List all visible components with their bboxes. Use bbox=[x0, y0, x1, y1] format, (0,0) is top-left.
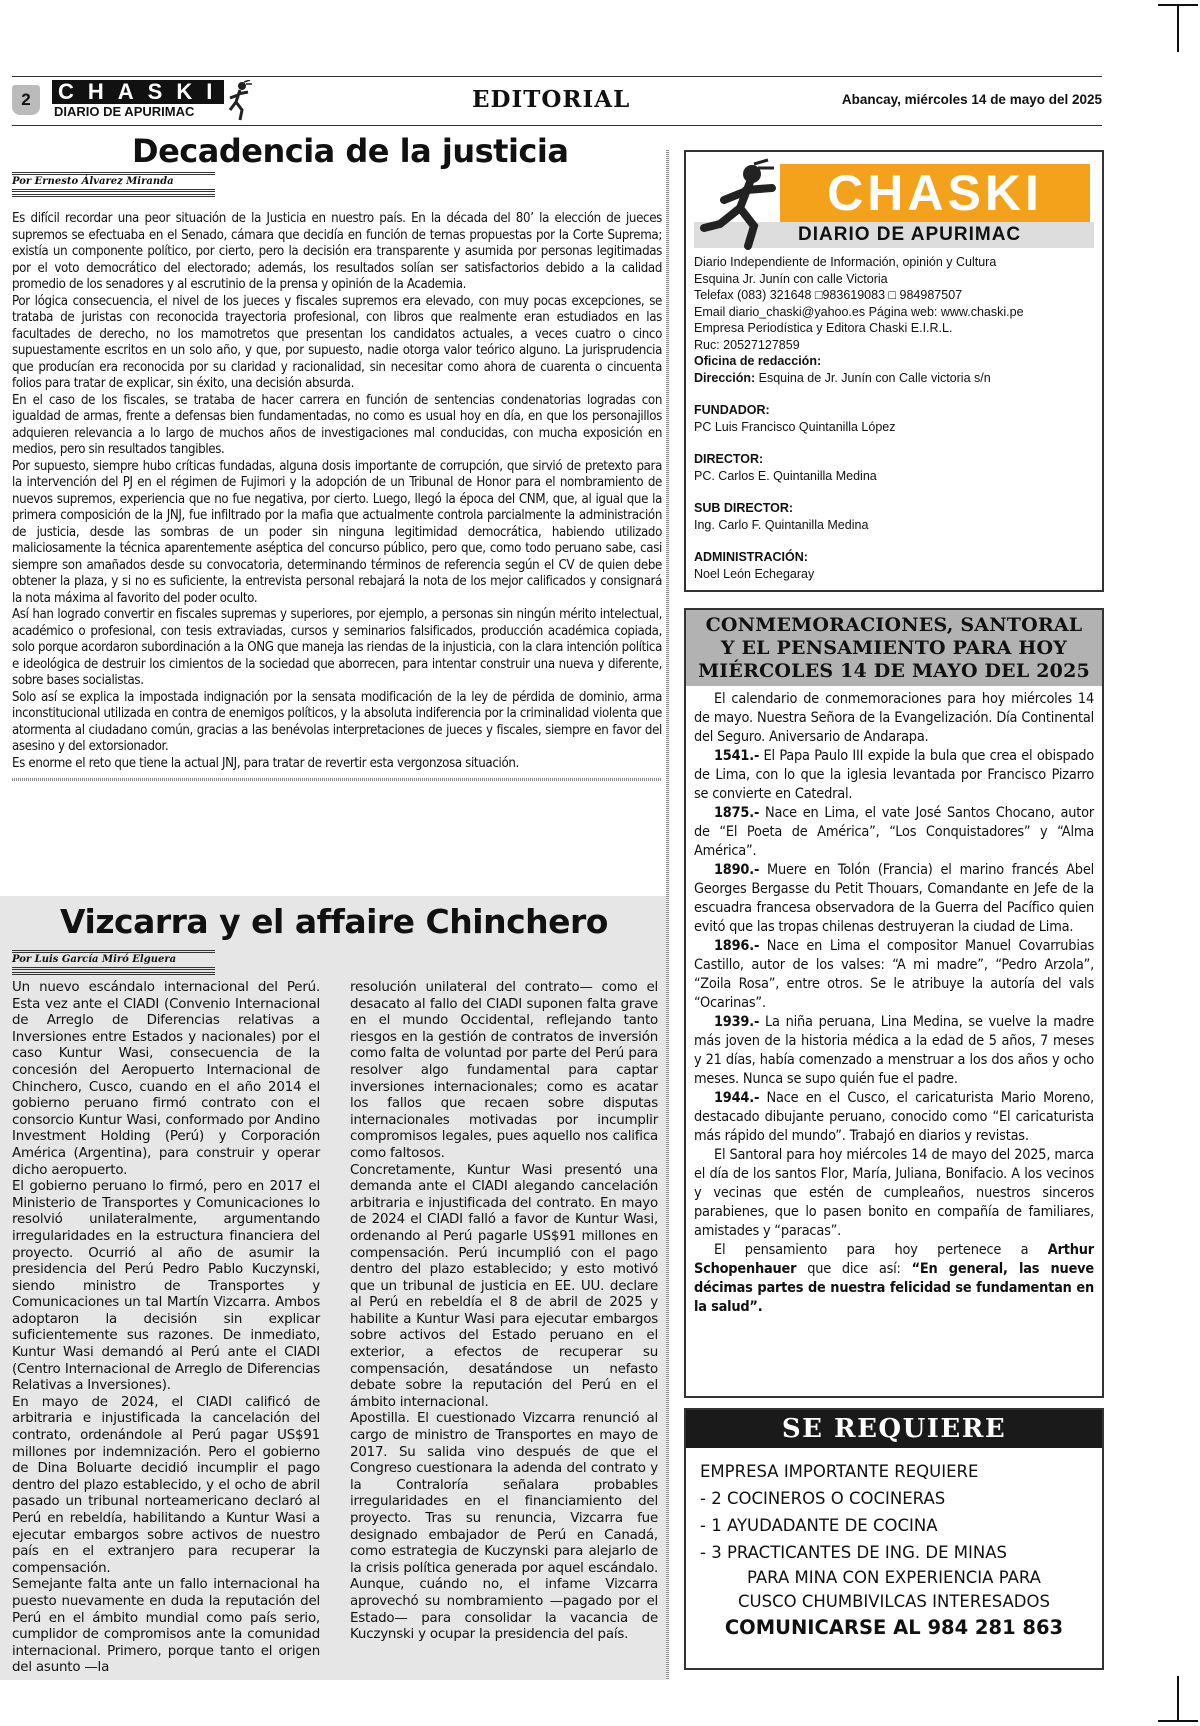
column-2 bbox=[350, 980, 658, 1677]
crop-mark bbox=[1177, 4, 1179, 52]
chaski-runner-icon bbox=[224, 80, 254, 122]
thought-text: que dice así: bbox=[796, 1261, 912, 1277]
event-text: Nace en el Cusco, el caricaturista Mario Moreno, destacado dibujante peruano, conocido como “El caricaturista más rápido del mundo”. Trabajó en diarios y revistas. bbox=[694, 1090, 1094, 1144]
event bbox=[694, 861, 1094, 937]
thought-quote: “En general, las nueve décimas partes de nuestra felicidad se fundamentan en la salud”. bbox=[694, 1261, 1094, 1315]
masthead-logo-word: CHASKI bbox=[780, 164, 1090, 222]
article-body bbox=[12, 211, 662, 772]
santoral-box bbox=[684, 608, 1104, 1398]
staff-name: Noel León Echegaray bbox=[694, 566, 815, 581]
event-text: La niña peruana, Lina Medina, se vuelve la madre más joven de la historia médica a la edad de 5 años, 7 meses y 21 días, había comenzado a menstruar a los dos años y ocho meses. Nunca se supo quién fue el padre. bbox=[694, 1014, 1094, 1087]
masthead-logo-subtitle: DIARIO DE APURIMAC bbox=[694, 222, 1094, 248]
event bbox=[694, 747, 1094, 804]
paragraph: Concretamente, Kuntur Wasi presentó una demanda ante el CIADI alegando cancelación arbitraria e injustificada del contrato. En mayo de 2024 el CIADI falló a favor de Kuntur Wasi, ordenando al Perú pagarle US$91 millones en compensación. Perú incumplió con el pago dentro del plazo establecido; y esto motivó que un tribunal de justicia en EE. UU. declare al Perú en rebeldía el 8 de abril de 2025 y habilite a Kuntur Wasi para ejecutar embargos sobre activos del Estado peruano en el exterior, a efectos de recuperar su compensación, desatándose un nefasto debate sobre la reputación del Perú en el ámbito internacional. bbox=[350, 1162, 658, 1410]
logo-word: CHASKI bbox=[52, 80, 224, 104]
paragraph: Solo así se explica la impostada indignación por la sensata modificación de la ley de pérdida de dominio, arma inconstitucional utilizada en contra de enemigos políticos, y la absoluta indiferencia por la criminalidad violenta que atormenta al ciudadano común, gracias a las benévolas interpretaciones de jueces y fiscales, siempre en favor del asesino y del extorsionador. bbox=[12, 689, 662, 754]
santoral-heading bbox=[686, 610, 1102, 686]
ad-line: CUSCO CHUMBIVILCAS INTERESADOS bbox=[738, 1592, 1050, 1611]
header-rule-top bbox=[12, 76, 1102, 77]
office-label: Oficina de redacción: bbox=[694, 354, 822, 368]
article-vizcarra bbox=[0, 896, 668, 1680]
event-text: El Papa Paulo III expide la bula que crea el obispado de Lima, con lo que la iglesia levantada por Francisco Pizarro se convierte en Catedral. bbox=[694, 748, 1094, 802]
santoral-body bbox=[686, 686, 1102, 1317]
santos: El Santoral para hoy miércoles 14 de mayo del 2025, marca el día de los santos Flor, María, Juliana, Bonifacio. A los vecinos y vecinas que estén de cumpleaños, nuestros sinceros parabienes, que lo pasen bonito en compañía de familiares, amistades y “paracas”. bbox=[694, 1147, 1094, 1239]
header-rule-bottom bbox=[12, 125, 1102, 126]
thought-text: El pensamiento para hoy pertenece a bbox=[714, 1242, 1048, 1258]
article-decadencia bbox=[12, 132, 662, 781]
byline-block bbox=[12, 172, 662, 197]
event-year: 1896.- bbox=[714, 938, 760, 954]
staff-name: Ing. Carlo F. Quintanilla Medina bbox=[694, 517, 869, 532]
section-title: EDITORIAL bbox=[472, 86, 631, 113]
event-year: 1890.- bbox=[714, 862, 760, 878]
event-year: 1875.- bbox=[714, 805, 760, 821]
logo-subtitle: DIARIO DE APURIMAC bbox=[54, 104, 195, 119]
paragraph: Apostilla. El cuestionado Vizcarra renunció al cargo de ministro de Transportes en mayo de 2017. Su salida vino después de que el Congreso cuestionara la adenda del contrato y la Contraloría señalara probables irregularidades en el financiamiento del proyecto. Tras su renuncia, Vizcarra fue designado embajador de Perú en Canadá, como estrategia de Kuczynski para alejarlo de la crisis política generada por aquel escándalo. Aunque, cuándo no, el infame Vizcarra aprovechó su nombramiento —pagado por el Estado— para consolidar la vacancia de Kuczynski y ocupar la presidencia del país. bbox=[350, 1411, 658, 1643]
column-divider bbox=[666, 150, 669, 1680]
address-label: Dirección: bbox=[694, 370, 756, 385]
event bbox=[694, 937, 1094, 1013]
masthead-info bbox=[694, 254, 1024, 582]
page-number: 2 bbox=[12, 85, 40, 115]
article-columns bbox=[12, 980, 658, 1677]
column-1 bbox=[12, 980, 320, 1677]
info-line: Telefax (083) 321648 □983619083 □ 984987507 bbox=[694, 288, 963, 302]
page-header bbox=[12, 78, 1102, 124]
paragraph: Por supuesto, siempre hubo críticas fundadas, alguna dosis importante de corrupción, que sirvió de pretexto para la intervención del PJ en el régimen de Fujimori y la adopción de un Tribunal de Honor para el nombramiento de nuevos supremos, experiencia que no fue negativa, por cierto. Luego, llegó la época del CNM, que, al igual que la primera composición de la JNJ, fue infiltrado por la mafia que actualmente controla parcialmente la administración de justicia, desde las sombras de un poder sin ninguna legitimidad democrática, habiendo utilizado maliciosamente la técnica aparentemente aséptica del concurso público, pero que, como todo peruano sabe, casi siempre son amañados desde su convocatoria, determinando términos de referencia según el CV de quien debe obtener la plaza, y si no es suficiente, la entrevista personal rebajará la nota de los mejor calificados y consignará la nota máxima al favorito del poder oculto. bbox=[12, 458, 662, 606]
event-text: Nace en Lima el compositor Manuel Covarrubias Castillo, autor de los valses: “A mi madre”, “Pedro Arzola”, “Zoila Rosa”, entre otros. Se le atribuye la autoría del vals “Ocarinas”. bbox=[694, 938, 1094, 1011]
ad-item: - 3 PRACTICANTES DE ING. DE MINAS bbox=[700, 1543, 1007, 1562]
paragraph: Es enorme el reto que tiene la actual JNJ, para tratar de revertir esta vergonzosa situación. bbox=[12, 755, 519, 771]
ad-line: EMPRESA IMPORTANTE REQUIERE bbox=[700, 1462, 979, 1481]
event-year: 1939.- bbox=[714, 1014, 760, 1030]
article-title: Vizcarra y el affaire Chinchero bbox=[60, 902, 608, 941]
divider bbox=[12, 778, 662, 781]
dateline: Abancay, miércoles 14 de mayo del 2025 bbox=[841, 92, 1102, 107]
event-year: 1541.- bbox=[714, 748, 760, 764]
address-value: Esquina de Jr. Junín con Calle victoria s/n bbox=[755, 370, 991, 385]
paragraph: Por lógica consecuencia, el nivel de los jueces y fiscales supremos era elevado, con muy pocas excepciones, se trataba de juristas con reconocida trayectoria profesional, con libros que realmente eran estudiados en las facultades de derecho, no los mamotretos que presentan los candidatos actuales, a veces cuatro o cinco supuestamente escritos en un solo año, y que, por supuesto, nadie otorga valor teórico alguno. La jurisprudencia que producían era reconocida por su claridad y racionalidad, sin necesitar como ahora de cuarenta o cincuenta folios para tratar de explicar, sin éxito, una decisión absurda. bbox=[12, 293, 662, 391]
info-line: Ruc: 20527127859 bbox=[694, 337, 800, 352]
event bbox=[694, 1089, 1094, 1146]
newspaper-logo bbox=[52, 79, 227, 119]
heading-line: MIÉRCOLES 14 DE MAYO DEL 2025 bbox=[698, 660, 1090, 682]
byline: Por Ernesto Álvarez Miranda bbox=[12, 172, 215, 192]
event-text: Nace en Lima, el vate José Santos Chocano, autor de “El Poeta de América”, “Los Conquistadores” y “Alma América”. bbox=[694, 805, 1094, 859]
event bbox=[694, 804, 1094, 861]
event-year: 1944.- bbox=[714, 1090, 760, 1106]
heading-line: Y EL PENSAMIENTO PARA HOY bbox=[720, 637, 1068, 659]
paragraph: Semejante falta ante un fallo internacional ha puesto nuevamente en duda la reputación del Perú en el ámbito mundial como país serio, cumplidor de compromisos ante la comunidad internacional. Primero, porque tanto el origen del asunto —la bbox=[12, 1577, 320, 1676]
staff-name: PC Luis Francisco Quintanilla López bbox=[694, 419, 896, 434]
info-line: Esquina Jr. Junín con calle Victoria bbox=[694, 271, 888, 286]
article-title: Decadencia de la justicia bbox=[132, 132, 569, 170]
paragraph: resolución unilateral del contrato— como el desacato al fallo del CIADI suponen falta grave en el mundo Occidental, reflejando tanto riesgos en la gestión de contratos de inversión como falta de voluntad por parte del Perú para resolver algo fundamental para captar inversiones internacionales; como es acatar los fallos que recaen sobre disputas internacionales motivadas por incumplir compromisos legales, pues aquello nos califica como faltosos. bbox=[350, 980, 658, 1161]
paragraph: El gobierno peruano lo firmó, pero en 2017 el Ministerio de Transportes y Comunicaciones lo resolvió unilateralmente, argumentando irregularidades en la estructura financiera del proyecto. Ocurrió al año de asumir la presidencia del Perú Pedro Pablo Kuczynski, siendo ministro de Transportes y Comunicaciones un tal Martín Vizcarra. Ambos adoptaron la decisión sin explicar suficientemente sus razones. De inmediato, Kuntur Wasi demandó al Perú ante el CIADI (Centro Internacional de Arreglo de Diferencias Relativas a Inversiones). bbox=[12, 1179, 320, 1394]
staff-role: FUNDADOR: bbox=[694, 403, 770, 417]
byline: Por Luis García Miró Elguera bbox=[12, 950, 215, 970]
masthead-box bbox=[684, 150, 1104, 592]
job-ad-box bbox=[684, 1408, 1104, 1670]
byline-block bbox=[12, 948, 215, 975]
paragraph: En mayo de 2024, el CIADI calificó de arbitraria e injustificada la cancelación del contrato, ordenándole al Perú pagar US$91 millones por indemnización. Pero el gobierno de Dina Boluarte decidió incumplir el pago dentro del plazo establecido, y el ocho de abril pasado un tribunal norteamericano declaró al Perú en rebeldía, habilitando a Kuntur Wasi a ejecutar embargos sobre activos de nuestro país en el extranjero para recuperar la compensación. bbox=[12, 1394, 320, 1576]
paragraph: Así han logrado convertir en fiscales supremas y superiores, por ejemplo, a personas sin ningún mérito intelectual, académico o profesional, con tesis extraviadas, cursos y seminarios falsificados, producción académica copiada, solo porque acordaron subordinación a la ONG que maneja las riendas de la injusticia, con la clara intención política e ideológica de destruir los cimientos de la sociedad que aborrecen, para intentar construir una nueva y diferente, sobre bases socialistas. bbox=[12, 607, 662, 688]
event-text: Muere en Tolón (Francia) el marino francés Abel Georges Bergasse du Petit Thouars, Comandante en Jefe de la escuadra francesa observadora de la Guerra del Pacífico quien evitó que las tropas chilenas destruyeran la ciudad de Lima. bbox=[694, 862, 1094, 935]
ad-item: - 1 AYUDADANTE DE COCINA bbox=[700, 1516, 938, 1535]
ad-heading: SE REQUIERE bbox=[686, 1410, 1102, 1448]
staff-name: PC. Carlos E. Quintanilla Medina bbox=[694, 468, 877, 483]
thought bbox=[694, 1241, 1094, 1317]
ad-line: PARA MINA CON EXPERIENCIA PARA bbox=[747, 1568, 1041, 1587]
event bbox=[694, 1013, 1094, 1089]
staff-role: DIRECTOR: bbox=[694, 452, 764, 466]
staff-role: ADMINISTRACIÓN: bbox=[694, 550, 808, 564]
ad-contact: COMUNICARSE AL 984 281 863 bbox=[724, 1616, 1064, 1639]
paragraph: Un nuevo escándalo internacional del Perú. Esta vez ante el CIADI (Convenio Internacional de Arreglo de Diferencias relativas a Inversiones entre Estados y nacionales) por el caso Kuntur Wasi, consecuencia de la concesión del Aeropuerto Internacional de Chinchero, Cusco, cuando en el año 2014 el gobierno peruano firmó contrato con el consorcio Kuntur Wasi, conformado por Andino Investment Holding (Perú) y Corporación América (Argentina), para construir y operar dicho aeropuerto. bbox=[12, 980, 320, 1178]
masthead-logo bbox=[694, 158, 1094, 250]
paragraph: En el caso de los fiscales, se trataba de hacer carrera en función de sentencias condenatorias logradas con igualdad de armas, frente a defensas bien fundamentadas, no como es usual hoy en día, en que los personajillos adquieren relevancia a lo largo de muchos años de investigaciones mal conducidas, con mucha exposición en medios, pero sin resultados tangibles. bbox=[12, 392, 662, 457]
thought-author: Arthur Schopenhauer bbox=[694, 1242, 1094, 1277]
chaski-runner-icon bbox=[694, 158, 790, 250]
ad-body bbox=[686, 1448, 1102, 1652]
address-line bbox=[694, 370, 1024, 387]
intro: El calendario de conmemoraciones para hoy miércoles 14 de mayo. Nuestra Señora de la Evangelización. Día Continental del Seguro. Aniversario de Andarapa. bbox=[694, 691, 1094, 745]
crop-mark bbox=[1177, 1676, 1179, 1722]
paragraph: Es difícil recordar una peor situación de la Justicia en nuestro país. En la década del 80’ la elección de jueces supremos se efectuaba en el Senado, cámara que decidía en función de ternas propuestas por la Corte Suprema; existía un componente político, por cierto, pero la decisión era transparente y asumida por personas legitimadas por el voto democrático del electorado; además, los resultados solían ser satisfactorios debido a la calidad promedio de los senadores y al escrutinio de la prensa y opinión de la Academia. bbox=[12, 211, 662, 292]
info-line: Email diario_chaski@yahoo.es Página web: www.chaski.pe bbox=[694, 304, 1024, 319]
heading-line: CONMEMORACIONES, SANTORAL bbox=[705, 614, 1083, 636]
ad-item: - 2 COCINEROS O COCINERAS bbox=[700, 1489, 946, 1508]
staff-role: SUB DIRECTOR: bbox=[694, 501, 794, 515]
info-line: Diario Independiente de Información, opinión y Cultura bbox=[694, 255, 997, 269]
info-line: Empresa Periodística y Editora Chaski E.I.R.L. bbox=[694, 321, 953, 335]
